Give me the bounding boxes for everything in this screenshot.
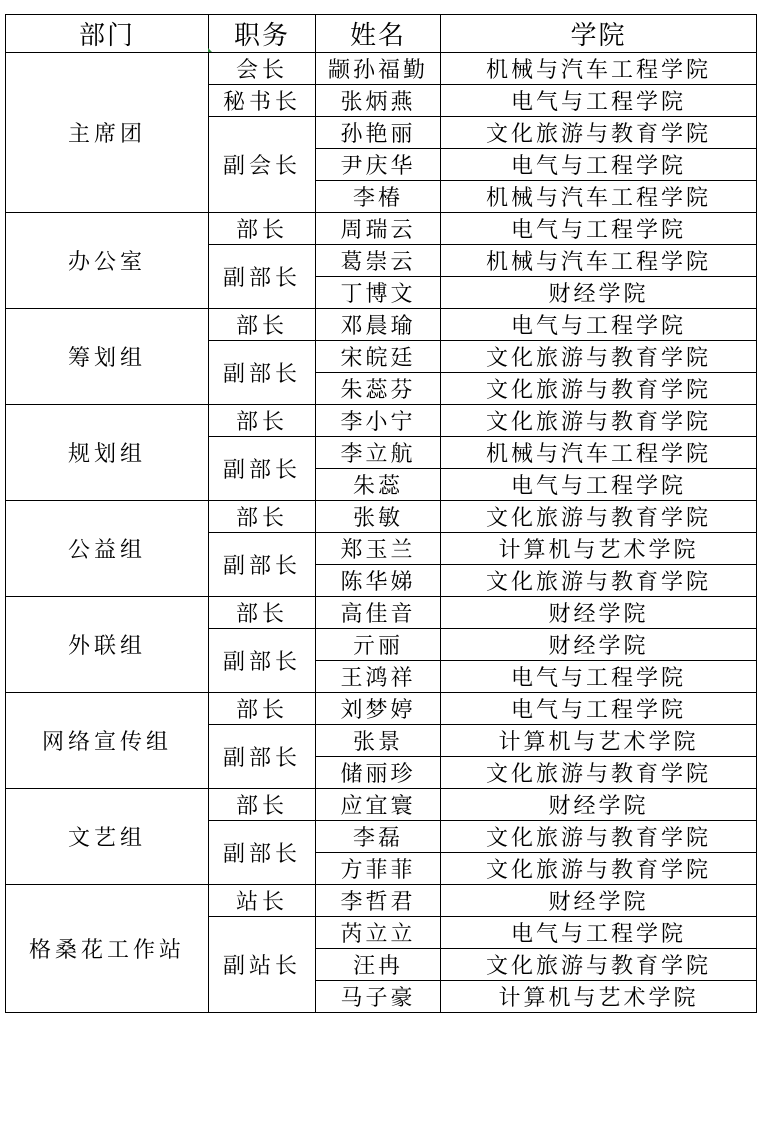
member-college-cell: 财经学院 <box>441 277 757 309</box>
member-name-cell: 葛崇云 <box>316 245 441 277</box>
member-name-cell: 高佳音 <box>316 597 441 629</box>
member-name-cell: 尹庆华 <box>316 149 441 181</box>
member-name-cell: 方菲菲 <box>316 853 441 885</box>
position-cell: 部长 <box>209 597 316 629</box>
header-position: 职务 <box>209 15 316 53</box>
position-cell: 部长 <box>209 309 316 341</box>
member-name-cell: 郑玉兰 <box>316 533 441 565</box>
member-college-cell: 电气与工程学院 <box>441 661 757 693</box>
position-cell: 副站长 <box>209 917 316 1013</box>
member-college-cell: 文化旅游与教育学院 <box>441 117 757 149</box>
department-cell: 公益组 <box>6 501 209 597</box>
table-row <box>6 405 757 437</box>
member-name-cell: 丁博文 <box>316 277 441 309</box>
member-college-cell: 电气与工程学院 <box>441 309 757 341</box>
member-college-cell: 文化旅游与教育学院 <box>441 501 757 533</box>
position-cell: 部长 <box>209 693 316 725</box>
member-name-cell: 张敏 <box>316 501 441 533</box>
member-college-cell: 文化旅游与教育学院 <box>441 373 757 405</box>
member-name-cell: 李小宁 <box>316 405 441 437</box>
member-college-cell: 财经学院 <box>441 885 757 917</box>
department-cell: 主席团 <box>6 53 209 213</box>
member-college-cell: 财经学院 <box>441 597 757 629</box>
roster-table <box>5 14 757 1013</box>
member-name-cell: 汪冉 <box>316 949 441 981</box>
member-college-cell: 机械与汽车工程学院 <box>441 181 757 213</box>
member-name-cell: 李立航 <box>316 437 441 469</box>
member-name-cell: 邓晨瑜 <box>316 309 441 341</box>
member-college-cell: 计算机与艺术学院 <box>441 725 757 757</box>
member-name-cell: 朱蕊芬 <box>316 373 441 405</box>
member-name-cell: 芮立立 <box>316 917 441 949</box>
member-name-cell: 亓丽 <box>316 629 441 661</box>
table-row <box>6 885 757 917</box>
table-header <box>6 15 757 53</box>
table-row <box>6 53 757 85</box>
member-name-cell: 李椿 <box>316 181 441 213</box>
member-name-cell: 李磊 <box>316 821 441 853</box>
department-cell: 规划组 <box>6 405 209 501</box>
member-college-cell: 文化旅游与教育学院 <box>441 405 757 437</box>
member-college-cell: 计算机与艺术学院 <box>441 981 757 1013</box>
department-cell: 外联组 <box>6 597 209 693</box>
member-name-cell: 李哲君 <box>316 885 441 917</box>
position-cell: 副部长 <box>209 437 316 501</box>
table-row <box>6 309 757 341</box>
member-college-cell: 机械与汽车工程学院 <box>441 53 757 85</box>
header-college: 学院 <box>441 15 757 53</box>
member-college-cell: 文化旅游与教育学院 <box>441 341 757 373</box>
member-name-cell: 孙艳丽 <box>316 117 441 149</box>
member-college-cell: 电气与工程学院 <box>441 693 757 725</box>
position-cell: 部长 <box>209 789 316 821</box>
table-row <box>6 789 757 821</box>
position-cell: 会长 <box>209 53 316 85</box>
member-name-cell: 储丽珍 <box>316 757 441 789</box>
department-cell: 格桑花工作站 <box>6 885 209 1013</box>
position-cell: 副部长 <box>209 245 316 309</box>
member-college-cell: 文化旅游与教育学院 <box>441 757 757 789</box>
header-department: 部门 <box>6 15 209 53</box>
position-cell: 站长 <box>209 885 316 917</box>
member-name-cell: 周瑞云 <box>316 213 441 245</box>
position-cell: 副部长 <box>209 725 316 789</box>
table-row <box>6 501 757 533</box>
member-name-cell: 马子豪 <box>316 981 441 1013</box>
position-cell: 副部长 <box>209 821 316 885</box>
member-college-cell: 文化旅游与教育学院 <box>441 853 757 885</box>
member-name-cell: 刘梦婷 <box>316 693 441 725</box>
member-college-cell: 电气与工程学院 <box>441 149 757 181</box>
member-name-cell: 朱蕊 <box>316 469 441 501</box>
table-row <box>6 597 757 629</box>
header-row <box>6 15 757 53</box>
position-cell: 副部长 <box>209 341 316 405</box>
department-cell: 网络宣传组 <box>6 693 209 789</box>
table-row <box>6 693 757 725</box>
position-cell: 副部长 <box>209 533 316 597</box>
member-college-cell: 计算机与艺术学院 <box>441 533 757 565</box>
position-cell: 副会长 <box>209 117 316 213</box>
member-name-cell: 王鸿祥 <box>316 661 441 693</box>
member-name-cell: 应宜寰 <box>316 789 441 821</box>
table-body <box>6 53 757 1013</box>
member-college-cell: 电气与工程学院 <box>441 85 757 117</box>
member-college-cell: 电气与工程学院 <box>441 213 757 245</box>
cell-corner-marker <box>208 48 212 52</box>
header-name: 姓名 <box>316 15 441 53</box>
position-cell: 副部长 <box>209 629 316 693</box>
member-college-cell: 电气与工程学院 <box>441 469 757 501</box>
member-name-cell: 张炳燕 <box>316 85 441 117</box>
member-name-cell: 张景 <box>316 725 441 757</box>
table-row <box>6 213 757 245</box>
member-college-cell: 财经学院 <box>441 629 757 661</box>
member-college-cell: 文化旅游与教育学院 <box>441 949 757 981</box>
position-cell: 部长 <box>209 213 316 245</box>
member-college-cell: 文化旅游与教育学院 <box>441 565 757 597</box>
position-cell: 部长 <box>209 405 316 437</box>
department-cell: 筹划组 <box>6 309 209 405</box>
member-college-cell: 机械与汽车工程学院 <box>441 245 757 277</box>
department-cell: 办公室 <box>6 213 209 309</box>
member-college-cell: 电气与工程学院 <box>441 917 757 949</box>
member-name-cell: 陈华娣 <box>316 565 441 597</box>
department-cell: 文艺组 <box>6 789 209 885</box>
member-college-cell: 文化旅游与教育学院 <box>441 821 757 853</box>
member-college-cell: 机械与汽车工程学院 <box>441 437 757 469</box>
member-name-cell: 宋皖廷 <box>316 341 441 373</box>
member-college-cell: 财经学院 <box>441 789 757 821</box>
position-cell: 部长 <box>209 501 316 533</box>
position-cell: 秘书长 <box>209 85 316 117</box>
member-name-cell: 颛孙福勤 <box>316 53 441 85</box>
